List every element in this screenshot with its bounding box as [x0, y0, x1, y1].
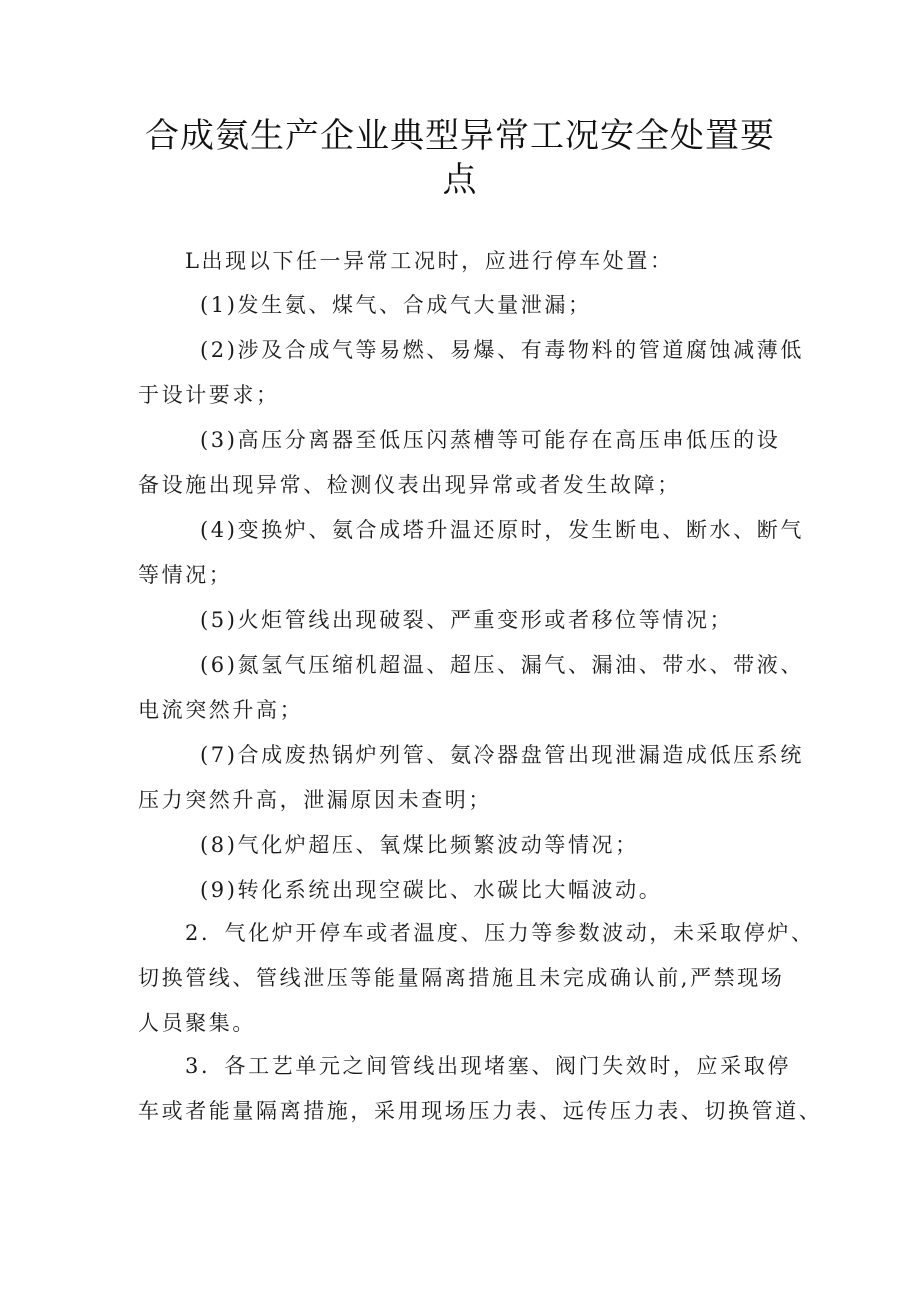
list-item-7-line-1: (7)合成废热锅炉列管、氨冷器盘管出现泄漏造成低压系统	[200, 743, 804, 767]
paragraph-2-line-3: 人员聚集。	[138, 1011, 256, 1035]
document-title-line-1: 合成氨生产企业典型异常工况安全处置要	[145, 116, 775, 156]
list-item-2-line-1: (2)涉及合成气等易燃、易爆、有毒物料的管道腐蚀减薄低	[200, 338, 804, 362]
list-item-2-line-2: 于设计要求；	[138, 383, 280, 407]
list-item-5: (5)火炬管线出现破裂、严重变形或者移位等情况；	[200, 608, 734, 632]
list-item-6-line-1: (6)氮氢气压缩机超温、超压、漏气、漏油、带水、带液、	[200, 653, 804, 677]
list-item-9: (9)转化系统出现空碳比、水碳比大幅波动。	[200, 878, 663, 902]
paragraph-1-intro: L出现以下任一异常工况时，应进行停车处置：	[185, 249, 674, 273]
list-item-3-line-2: 备设施出现异常、检测仪表出现异常或者发生故障；	[138, 473, 681, 497]
list-item-6-line-2: 电流突然升高；	[138, 698, 304, 722]
list-item-3-line-1: (3)高压分离器至低压闪蒸槽等可能存在高压串低压的设	[200, 428, 781, 452]
list-item-4-line-1: (4)变换炉、氨合成塔升温还原时，发生断电、断水、断气	[200, 518, 804, 542]
document-title-line-2: 点	[442, 160, 478, 200]
paragraph-2-line-2: 切换管线、管线泄压等能量隔离措施且未完成确认前,严禁现场	[138, 966, 785, 990]
paragraph-3-line-2: 车或者能量隔离措施，采用现场压力表、远传压力表、切换管道、	[138, 1099, 823, 1123]
list-item-4-line-2: 等情况；	[138, 563, 233, 587]
list-item-8: (8)气化炉超压、氧煤比频繁波动等情况；	[200, 833, 639, 857]
list-item-7-line-2: 压力突然升高，泄漏原因未查明；	[138, 788, 492, 812]
paragraph-2-line-1: 2．气化炉开停车或者温度、压力等参数波动，未采取停炉、	[185, 921, 815, 945]
list-item-1: (1)发生氨、煤气、合成气大量泄漏；	[200, 293, 592, 317]
paragraph-3-line-1: 3．各工艺单元之间管线出现堵塞、阀门失效时，应采取停	[185, 1054, 791, 1078]
